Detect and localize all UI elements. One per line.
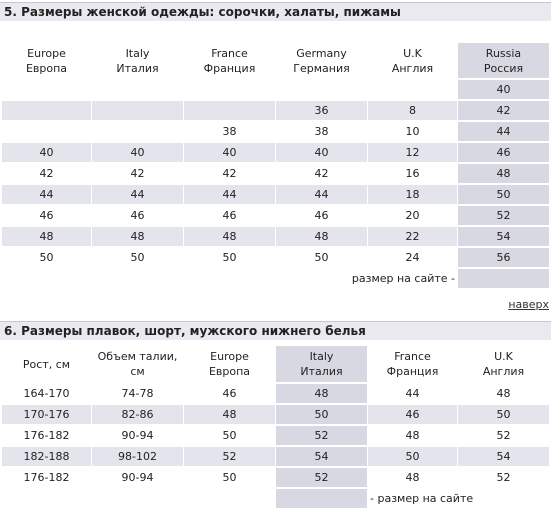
table-cell: 182-188 bbox=[2, 447, 92, 468]
empty-cell bbox=[2, 489, 92, 510]
column-header-line2: Италия bbox=[300, 365, 343, 378]
table-row bbox=[2, 206, 550, 227]
table-row bbox=[2, 101, 550, 122]
table-cell: 20 bbox=[368, 206, 458, 227]
column-header-line1: France bbox=[211, 46, 248, 60]
table-cell: 48 bbox=[92, 227, 184, 248]
table-cell: 54 bbox=[458, 447, 550, 468]
column-header-line1: U.K bbox=[494, 350, 513, 363]
table-cell: 74-78 bbox=[92, 384, 184, 405]
site-size-note-row bbox=[2, 269, 550, 290]
table-cell: 24 bbox=[368, 248, 458, 269]
table-cell: 52 bbox=[458, 426, 550, 447]
table-cell: 50 bbox=[2, 248, 92, 269]
table-cell: 50 bbox=[184, 468, 276, 489]
column-header bbox=[2, 346, 92, 384]
table-cell: 46 bbox=[276, 206, 368, 227]
table-cell: 50 bbox=[184, 248, 276, 269]
table-cell: 48 bbox=[368, 426, 458, 447]
table-cell: 38 bbox=[276, 122, 368, 143]
column-header bbox=[458, 346, 550, 384]
table-cell: 42 bbox=[184, 164, 276, 185]
table-cell: 40 bbox=[458, 80, 550, 101]
table-cell: 40 bbox=[184, 143, 276, 164]
table-cell: 48 bbox=[458, 164, 550, 185]
column-header-line1: Russia bbox=[485, 46, 522, 60]
table-cell: 56 bbox=[458, 248, 550, 269]
table-row bbox=[2, 80, 550, 101]
table-cell: 176-182 bbox=[2, 468, 92, 489]
column-header-line1: France bbox=[394, 350, 431, 363]
table-cell bbox=[92, 80, 184, 101]
table-cell: 46 bbox=[184, 384, 276, 405]
table-cell: 98-102 bbox=[92, 447, 184, 468]
column-header-line1: Рост, см bbox=[22, 357, 71, 371]
column-header bbox=[92, 43, 184, 80]
column-header bbox=[92, 346, 184, 384]
table-cell: 44 bbox=[92, 185, 184, 206]
column-header-line2: Россия bbox=[483, 61, 524, 75]
column-header bbox=[276, 43, 368, 80]
table-cell: 46 bbox=[458, 143, 550, 164]
header-row bbox=[2, 346, 550, 384]
column-header-line1: Europe bbox=[27, 46, 66, 60]
table-cell: 42 bbox=[92, 164, 184, 185]
table-cell: 164-170 bbox=[2, 384, 92, 405]
table-cell: 46 bbox=[2, 206, 92, 227]
men-underwear-size-table bbox=[2, 346, 550, 510]
section5-title: 5. Размеры женской одежды: сорочки, халаты, пижамы bbox=[0, 2, 551, 21]
column-header-line1: Europe bbox=[210, 350, 249, 363]
table-cell: 48 bbox=[2, 227, 92, 248]
table-cell: 48 bbox=[184, 405, 276, 426]
table-row bbox=[2, 426, 550, 447]
table-cell: 46 bbox=[92, 206, 184, 227]
table-cell: 50 bbox=[184, 426, 276, 447]
table-cell: 42 bbox=[276, 164, 368, 185]
table-cell: 48 bbox=[276, 227, 368, 248]
table-cell: 40 bbox=[92, 143, 184, 164]
table-cell: 48 bbox=[368, 468, 458, 489]
table-row bbox=[2, 447, 550, 468]
empty-cell bbox=[184, 269, 276, 290]
column-header-line2: см bbox=[130, 365, 145, 378]
table-row bbox=[2, 122, 550, 143]
table-cell: 52 bbox=[276, 468, 368, 489]
table-cell: 170-176 bbox=[2, 405, 92, 426]
back-to-top-link[interactable]: наверх bbox=[508, 298, 549, 311]
site-size-note-row bbox=[2, 489, 550, 510]
table-row bbox=[2, 185, 550, 206]
table-row bbox=[2, 248, 550, 269]
column-header bbox=[184, 346, 276, 384]
table-cell: 18 bbox=[368, 185, 458, 206]
table-cell bbox=[2, 101, 92, 122]
table-cell: 48 bbox=[458, 384, 550, 405]
column-header-line2: Франция bbox=[386, 365, 439, 378]
table-cell: 44 bbox=[368, 384, 458, 405]
table-cell: 46 bbox=[368, 405, 458, 426]
table-cell: 22 bbox=[368, 227, 458, 248]
table-cell bbox=[2, 122, 92, 143]
table-cell bbox=[92, 122, 184, 143]
table-cell: 52 bbox=[458, 206, 550, 227]
table-cell: 10 bbox=[368, 122, 458, 143]
column-header bbox=[2, 43, 92, 80]
table-row bbox=[2, 384, 550, 405]
table-cell: 44 bbox=[184, 185, 276, 206]
column-header-line1: U.K bbox=[403, 46, 422, 60]
site-size-swatch bbox=[458, 269, 550, 290]
table-cell bbox=[368, 80, 458, 101]
table-cell: 50 bbox=[458, 405, 550, 426]
table-cell: 52 bbox=[276, 426, 368, 447]
table-cell: 44 bbox=[2, 185, 92, 206]
column-header-line2: Англия bbox=[391, 61, 434, 75]
table-cell: 46 bbox=[184, 206, 276, 227]
column-header-line2: Германия bbox=[293, 61, 350, 75]
site-size-note: - размер на сайте bbox=[368, 489, 550, 510]
table-cell: 38 bbox=[184, 122, 276, 143]
empty-cell bbox=[2, 269, 92, 290]
section6-title: 6. Размеры плавок, шорт, мужского нижнего белья bbox=[0, 321, 551, 340]
table-cell: 48 bbox=[276, 384, 368, 405]
column-header-line2: Европа bbox=[25, 61, 68, 75]
site-size-note: размер на сайте - bbox=[276, 269, 458, 290]
table-row bbox=[2, 468, 550, 489]
column-header bbox=[368, 346, 458, 384]
table-cell: 16 bbox=[368, 164, 458, 185]
table-cell: 50 bbox=[276, 248, 368, 269]
table-cell bbox=[276, 80, 368, 101]
table-cell: 52 bbox=[184, 447, 276, 468]
table-cell: 50 bbox=[92, 248, 184, 269]
table-cell: 40 bbox=[2, 143, 92, 164]
table-cell bbox=[184, 101, 276, 122]
column-header bbox=[368, 43, 458, 80]
table-cell: 44 bbox=[458, 122, 550, 143]
table-cell: 42 bbox=[2, 164, 92, 185]
column-header-line1: Объем талии, bbox=[97, 350, 178, 363]
table-row bbox=[2, 405, 550, 426]
column-header bbox=[276, 346, 368, 384]
column-header-line2: Англия bbox=[482, 365, 525, 378]
table-cell bbox=[92, 101, 184, 122]
table-cell: 42 bbox=[458, 101, 550, 122]
table-cell: 54 bbox=[276, 447, 368, 468]
empty-cell bbox=[184, 489, 276, 510]
column-header-line2: Европа bbox=[208, 365, 251, 378]
column-header bbox=[184, 43, 276, 80]
women-sleepwear-size-table bbox=[2, 43, 550, 290]
table-cell: 40 bbox=[276, 143, 368, 164]
table-cell: 50 bbox=[368, 447, 458, 468]
table-cell bbox=[2, 80, 92, 101]
site-size-swatch bbox=[276, 489, 368, 510]
table-cell bbox=[184, 80, 276, 101]
table-cell: 48 bbox=[184, 227, 276, 248]
column-header bbox=[458, 43, 550, 80]
empty-cell bbox=[92, 269, 184, 290]
table-cell: 8 bbox=[368, 101, 458, 122]
table-cell: 176-182 bbox=[2, 426, 92, 447]
header-row bbox=[2, 43, 550, 80]
table-cell: 36 bbox=[276, 101, 368, 122]
column-header-line2: Италия bbox=[116, 61, 159, 75]
table-cell: 54 bbox=[458, 227, 550, 248]
table-row bbox=[2, 164, 550, 185]
table-row bbox=[2, 143, 550, 164]
column-header-line1: Italy bbox=[125, 46, 150, 60]
table-cell: 50 bbox=[458, 185, 550, 206]
table-cell: 50 bbox=[276, 405, 368, 426]
table-cell: 90-94 bbox=[92, 468, 184, 489]
column-header-line1: Germany bbox=[296, 46, 347, 60]
column-header-line2: Франция bbox=[203, 61, 256, 75]
table-cell: 52 bbox=[458, 468, 550, 489]
table-cell: 82-86 bbox=[92, 405, 184, 426]
table-cell: 12 bbox=[368, 143, 458, 164]
table-cell: 44 bbox=[276, 185, 368, 206]
table-row bbox=[2, 227, 550, 248]
empty-cell bbox=[92, 489, 184, 510]
column-header-line1: Italy bbox=[309, 350, 334, 363]
table-cell: 90-94 bbox=[92, 426, 184, 447]
